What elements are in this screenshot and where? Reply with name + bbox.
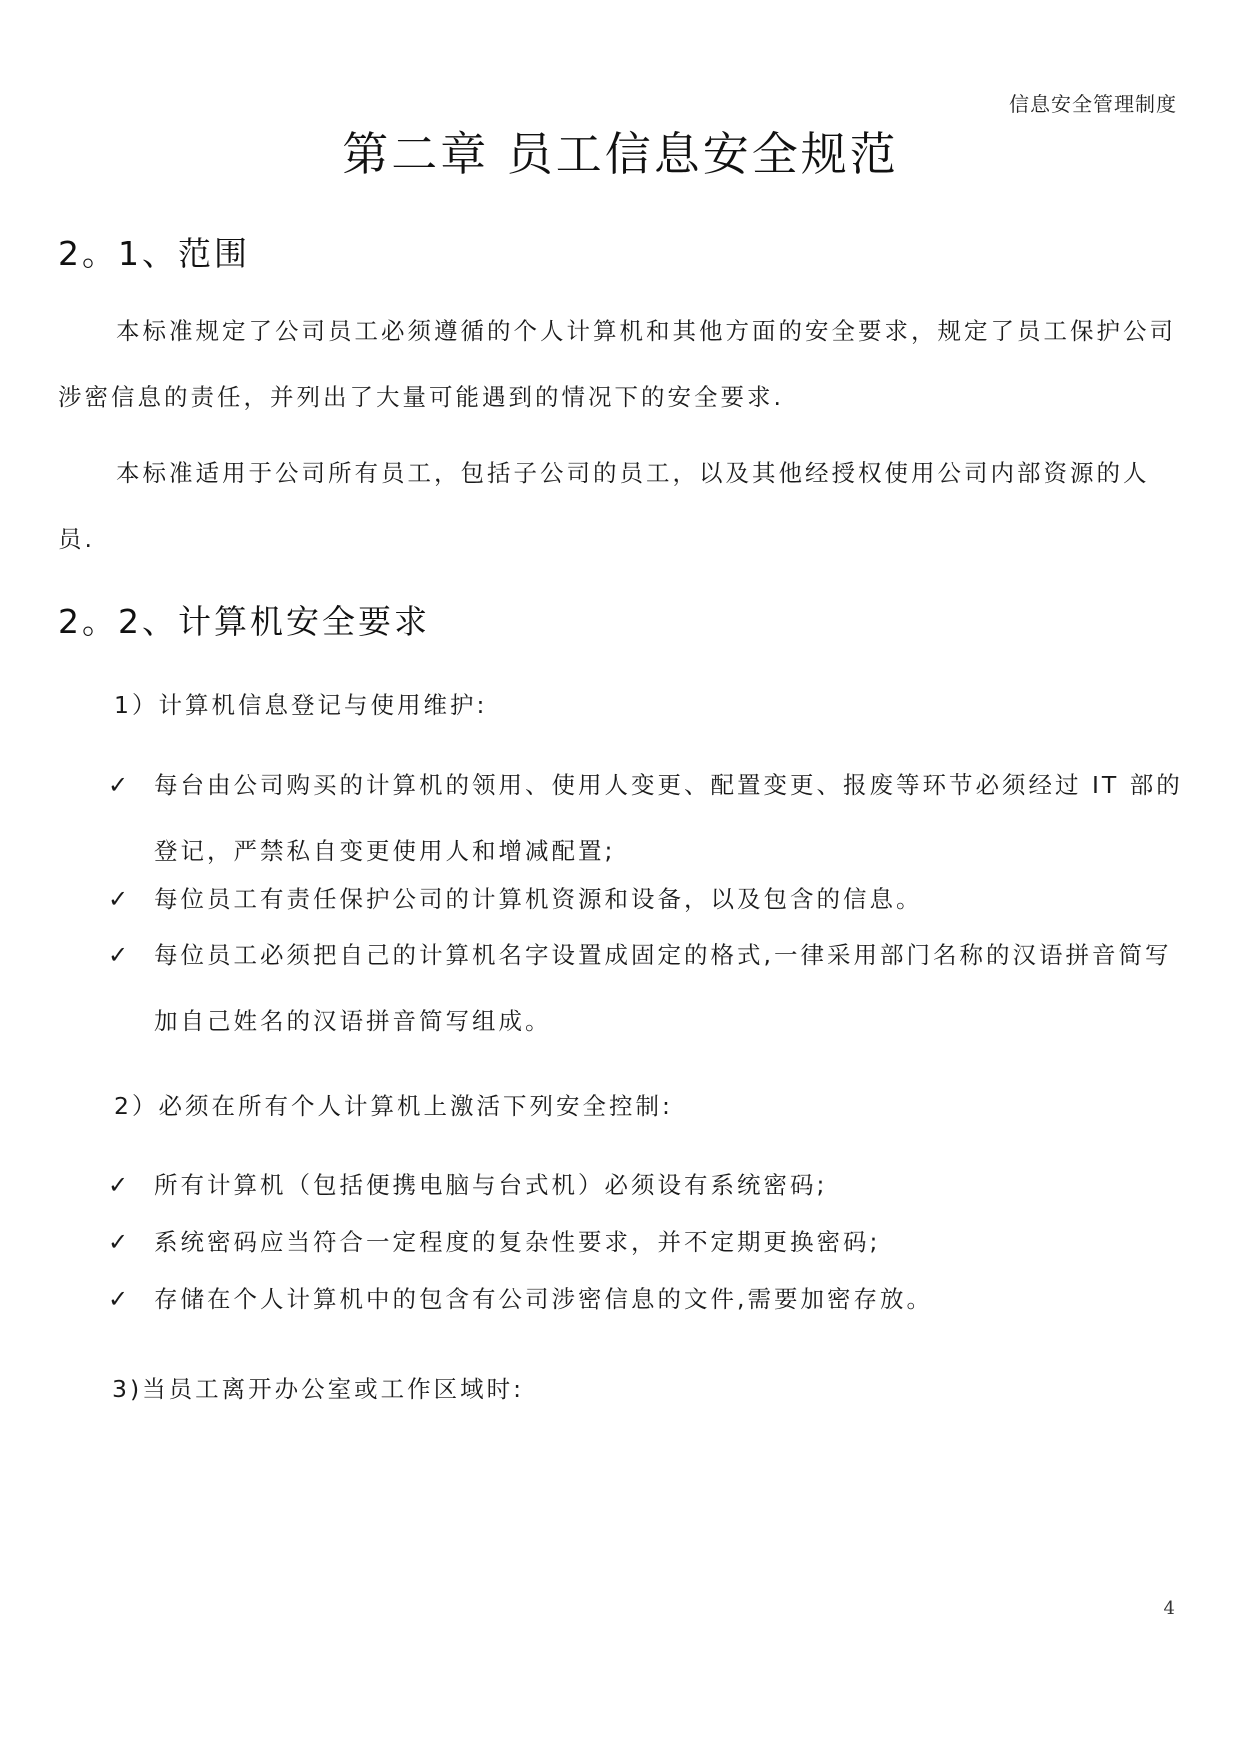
check-mark-icon: ✓ [108, 941, 132, 969]
page-number: 4 [1163, 1598, 1175, 1619]
chapter-title: 第二章 员工信息安全规范 [342, 127, 899, 181]
check-mark-icon: ✓ [108, 771, 132, 799]
list-item: ✓ 系统密码应当符合一定程度的复杂性要求，并不定期更换密码; [108, 1209, 1186, 1275]
list-item: ✓ 存储在个人计算机中的包含有公司涉密信息的文件,需要加密存放。 [108, 1266, 1186, 1332]
subheading-registration: 1）计算机信息登记与使用维护: [114, 691, 488, 719]
paragraph-scope-1: 本标准规定了公司员工必须遵循的个人计算机和其他方面的安全要求，规定了员工保护公司涉密信息的责任，并列出了大量可能遇到的情况下的安全要求. [58, 317, 1176, 411]
list-item: ✓ 每位员工必须把自己的计算机名字设置成固定的格式,一律采用部门名称的汉语拼音简写加自己姓名的汉语拼音简写组成。 [108, 922, 1186, 1054]
subheading-leaving-office: 3)当员工离开办公室或工作区域时: [112, 1375, 525, 1403]
paragraph-scope-2: 本标准适用于公司所有员工，包括子公司的员工，以及其他经授权使用公司内部资源的人员. [58, 459, 1150, 553]
list-item: ✓ 所有计算机（包括便携电脑与台式机）必须设有系统密码; [108, 1152, 1186, 1218]
running-header: 信息安全管理制度 [1009, 92, 1177, 116]
list-item: ✓ 每位员工有责任保护公司的计算机资源和设备，以及包含的信息。 [108, 866, 1186, 932]
section-heading-scope: 2。1、范围 [58, 234, 250, 273]
list-item: ✓ 每台由公司购买的计算机的领用、使用人变更、配置变更、报废等环节必须经过 IT 部的登记，严禁私自变更使用人和增减配置; [108, 752, 1186, 884]
subheading-security-controls: 2）必须在所有个人计算机上激活下列安全控制: [114, 1092, 673, 1120]
check-mark-icon: ✓ [108, 885, 132, 913]
check-mark-icon: ✓ [108, 1171, 132, 1199]
check-mark-icon: ✓ [108, 1285, 132, 1313]
check-mark-icon: ✓ [108, 1228, 132, 1256]
section-heading-computer-security: 2。2、计算机安全要求 [58, 602, 430, 641]
